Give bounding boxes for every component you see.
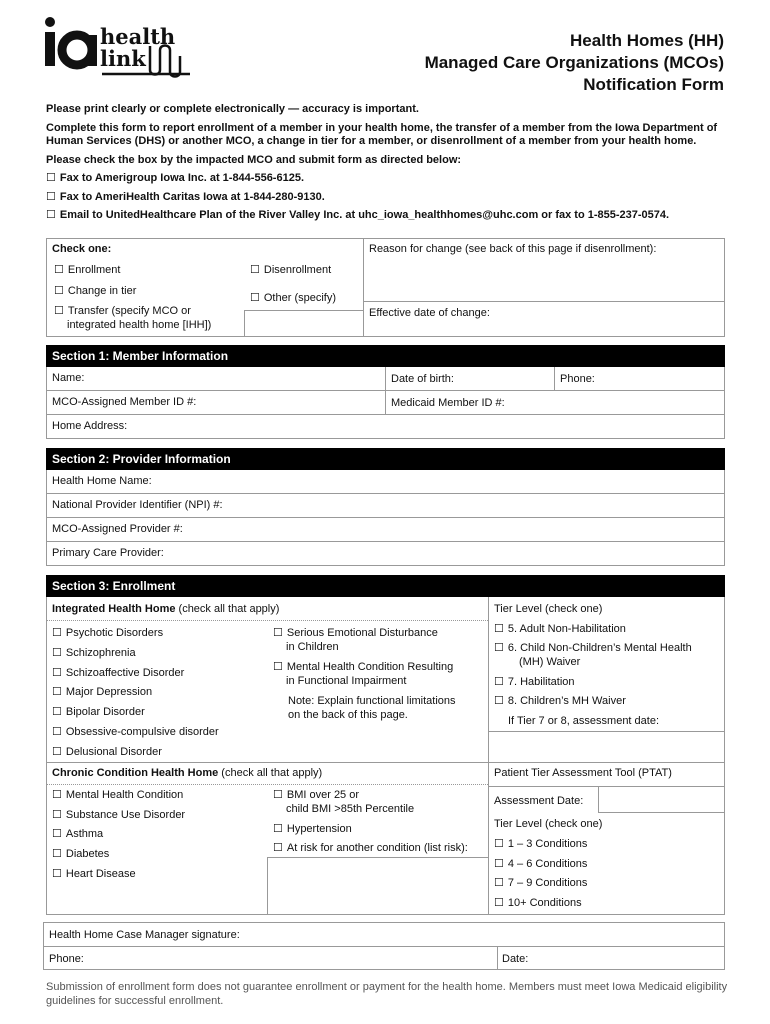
tier-assessment-date-field[interactable]: If Tier 7 or 8, assessment date: xyxy=(508,715,660,727)
change-tier-checkbox[interactable] xyxy=(54,284,136,298)
at-risk-field-box[interactable] xyxy=(267,857,488,915)
npi-label: National Provider Identifier (NPI) #: xyxy=(52,499,223,511)
checkbox-icon[interactable] xyxy=(46,191,60,203)
tier-7-checkbox[interactable] xyxy=(494,675,575,689)
conditions-label: 10+ Conditions xyxy=(507,897,582,909)
mco-option-label: Email to UnitedHealthcare Plan of the River Valley Inc. at uhc_iowa_healthhomes@uhc.com or fax to 1-855-237-0574. xyxy=(59,209,670,221)
tier-label: 5. Adult Non-Habilitation xyxy=(507,623,626,635)
ptat-heading: Patient Tier Assessment Tool (PTAT) xyxy=(494,767,672,779)
footer-disclaimer: Submission of enrollment form does not guarantee enrollment or payment for the health home. Members must meet Iowa Medicaid eligibility guidelines for successful enrollment. xyxy=(46,981,728,1007)
section-1-heading: Section 1: Member Information xyxy=(46,345,725,367)
instruction-accuracy: Please print clearly or complete electronically — accuracy is important. xyxy=(46,103,419,115)
ihh-title: Integrated Health Home xyxy=(52,603,176,615)
condition-label: Heart Disease xyxy=(65,868,136,880)
condition-label: Schizophrenia xyxy=(65,647,136,659)
bmi-label-cont: child BMI >85th Percentile xyxy=(286,803,415,815)
condition-label: Psychotic Disorders xyxy=(65,627,164,639)
form-title xyxy=(425,30,724,96)
bmi-label: BMI over 25 or xyxy=(286,789,360,801)
title-line-3: Notification Form xyxy=(583,75,724,94)
primary-care-provider-label: Primary Care Provider: xyxy=(52,547,164,559)
heart-disease-checkbox[interactable] xyxy=(52,867,136,881)
at-risk-checkbox[interactable] xyxy=(273,841,468,855)
enrollment-checkbox[interactable] xyxy=(54,263,120,277)
change-tier-label: Change in tier xyxy=(67,285,137,297)
conditions-1-3-checkbox[interactable] xyxy=(494,837,587,851)
instruction-purpose: Complete this form to report enrollment of a member in your health home, the transfer of a member from the Iowa Department of Human Services (DHS) or another MCO, a change in tier for a member, or disenrollment of a member from your health home. xyxy=(46,121,718,147)
case-manager-signature-field[interactable]: Health Home Case Manager signature: xyxy=(49,929,240,941)
asthma-checkbox[interactable] xyxy=(52,827,103,841)
condition-label: Obsessive-compulsive disorder xyxy=(65,726,219,738)
signature-phone-field[interactable]: Phone: xyxy=(49,953,84,965)
assessment-date-field-box[interactable] xyxy=(598,786,725,813)
health-home-name-label: Health Home Name: xyxy=(52,475,152,487)
home-address-row[interactable] xyxy=(46,415,725,439)
condition-label: Substance Use Disorder xyxy=(65,809,186,821)
medicaid-member-id-field[interactable]: Medicaid Member ID #: xyxy=(391,397,505,409)
bmi-checkbox[interactable] xyxy=(273,788,359,802)
major-depression-checkbox[interactable] xyxy=(52,685,152,699)
member-name-label: Name: xyxy=(52,372,85,384)
conditions-7-9-checkbox[interactable] xyxy=(494,876,587,890)
schizophrenia-checkbox[interactable] xyxy=(52,646,136,660)
transfer-specify-field[interactable] xyxy=(244,310,363,337)
conditions-label: 7 – 9 Conditions xyxy=(507,877,588,889)
mhc-label: Mental Health Condition Resulting xyxy=(286,661,454,673)
checkbox-icon[interactable] xyxy=(46,209,60,221)
member-phone-field[interactable]: Phone: xyxy=(560,373,595,385)
mhc-label-cont: in Functional Impairment xyxy=(286,675,407,687)
condition-label: Asthma xyxy=(65,828,104,840)
condition-label: Major Depression xyxy=(65,686,153,698)
cchh-title: Chronic Condition Health Home xyxy=(52,767,219,779)
hypertension-label: Hypertension xyxy=(286,823,352,835)
at-risk-label: At risk for another condition (list risk): xyxy=(286,842,468,854)
tier-6-label-cont: (MH) Waiver xyxy=(519,656,581,668)
date-of-birth-field[interactable]: Date of birth: xyxy=(391,373,454,385)
functional-note-2: on the back of this page. xyxy=(288,709,408,721)
sed-label: Serious Emotional Disturbance xyxy=(286,627,438,639)
title-line-2: Managed Care Organizations (MCOs) xyxy=(424,53,724,72)
condition-label: Delusional Disorder xyxy=(65,746,162,758)
bipolar-disorder-checkbox[interactable] xyxy=(52,705,145,719)
mental-health-condition-checkbox[interactable] xyxy=(52,788,183,802)
sed-checkbox[interactable] xyxy=(273,626,438,640)
conditions-label: 4 – 6 Conditions xyxy=(507,858,588,870)
transfer-label: Transfer (specify MCO or xyxy=(67,305,191,317)
checkbox-icon[interactable] xyxy=(46,172,60,184)
instructions xyxy=(46,103,736,228)
mco-option-label: Fax to AmeriHealth Caritas Iowa at 1-844-280-9130. xyxy=(59,190,325,203)
tier-6-checkbox[interactable] xyxy=(494,641,692,655)
delusional-disorder-checkbox[interactable] xyxy=(52,745,162,759)
mco-provider-row[interactable] xyxy=(46,518,725,542)
condition-label: Bipolar Disorder xyxy=(65,706,145,718)
mco-provider-label: MCO-Assigned Provider #: xyxy=(52,523,183,535)
section-3-heading: Section 3: Enrollment xyxy=(46,575,725,597)
ia-health-link-logo xyxy=(42,16,192,80)
home-address-label: Home Address: xyxy=(52,420,128,432)
tier-label: 8. Children’s MH Waiver xyxy=(507,695,626,707)
psychotic-disorders-checkbox[interactable] xyxy=(52,626,163,640)
cchh-heading xyxy=(52,766,322,780)
disenrollment-label: Disenrollment xyxy=(263,264,332,276)
ihh-note: (check all that apply) xyxy=(175,603,280,615)
mco-option-label: Fax to Amerigroup Iowa Inc. at 1-844-556-6125. xyxy=(59,172,304,184)
tier-label: 7. Habilitation xyxy=(507,676,575,688)
logo-link-word: link xyxy=(100,46,146,71)
health-home-name-row[interactable] xyxy=(46,470,725,494)
schizoaffective-checkbox[interactable] xyxy=(52,666,184,680)
disenrollment-checkbox[interactable] xyxy=(250,263,331,277)
condition-label: Schizoaffective Disorder xyxy=(65,667,185,679)
functional-note-1: Note: Explain functional limitations xyxy=(288,695,456,707)
substance-use-checkbox[interactable] xyxy=(52,808,185,822)
other-checkbox[interactable] xyxy=(250,291,336,305)
condition-label: Mental Health Condition xyxy=(65,789,184,801)
diabetes-checkbox[interactable] xyxy=(52,847,109,861)
logo-health-word: health xyxy=(100,24,176,49)
tier-level-2-heading: Tier Level (check one) xyxy=(494,818,603,830)
primary-care-provider-row[interactable] xyxy=(46,542,725,566)
sed-label-cont: in Children xyxy=(286,641,339,653)
check-one-heading: Check one: xyxy=(52,243,112,255)
conditions-label: 1 – 3 Conditions xyxy=(507,838,588,850)
title-line-1: Health Homes (HH) xyxy=(570,31,724,50)
mco-option-unitedhealthcare[interactable] xyxy=(46,209,736,223)
transfer-label-cont: integrated health home [IHH]) xyxy=(67,319,212,331)
assessment-date-label: Assessment Date: xyxy=(494,795,584,807)
npi-row[interactable] xyxy=(46,494,725,518)
effective-date-field[interactable]: Effective date of change: xyxy=(369,307,490,319)
mental-health-impairment-checkbox[interactable] xyxy=(273,660,453,674)
mco-member-id-label: MCO-Assigned Member ID #: xyxy=(52,396,197,408)
reason-for-change-field[interactable]: Reason for change (see back of this page if disenrollment): xyxy=(369,243,657,255)
tier-label: 6. Child Non-Children’s Mental Health xyxy=(507,642,692,654)
mco-option-amerigroup[interactable] xyxy=(46,172,736,186)
instruction-submit: Please check the box by the impacted MCO and submit form as directed below: xyxy=(46,153,462,166)
tier-8-checkbox[interactable] xyxy=(494,694,626,708)
conditions-10-plus-checkbox[interactable] xyxy=(494,896,582,910)
ocd-checkbox[interactable] xyxy=(52,725,219,739)
conditions-4-6-checkbox[interactable] xyxy=(494,857,587,871)
section-2-heading: Section 2: Provider Information xyxy=(46,448,725,470)
tier-5-checkbox[interactable] xyxy=(494,622,626,636)
tier-level-heading: Tier Level (check one) xyxy=(494,603,603,615)
signature-date-field[interactable]: Date: xyxy=(502,953,529,965)
ihh-heading xyxy=(52,602,279,616)
enrollment-label: Enrollment xyxy=(67,264,121,276)
cchh-note: (check all that apply) xyxy=(218,767,323,779)
hypertension-checkbox[interactable] xyxy=(273,822,352,836)
mco-option-amerihealth[interactable] xyxy=(46,191,736,205)
transfer-checkbox[interactable] xyxy=(54,304,191,318)
other-label: Other (specify) xyxy=(263,292,337,304)
condition-label: Diabetes xyxy=(65,848,110,860)
